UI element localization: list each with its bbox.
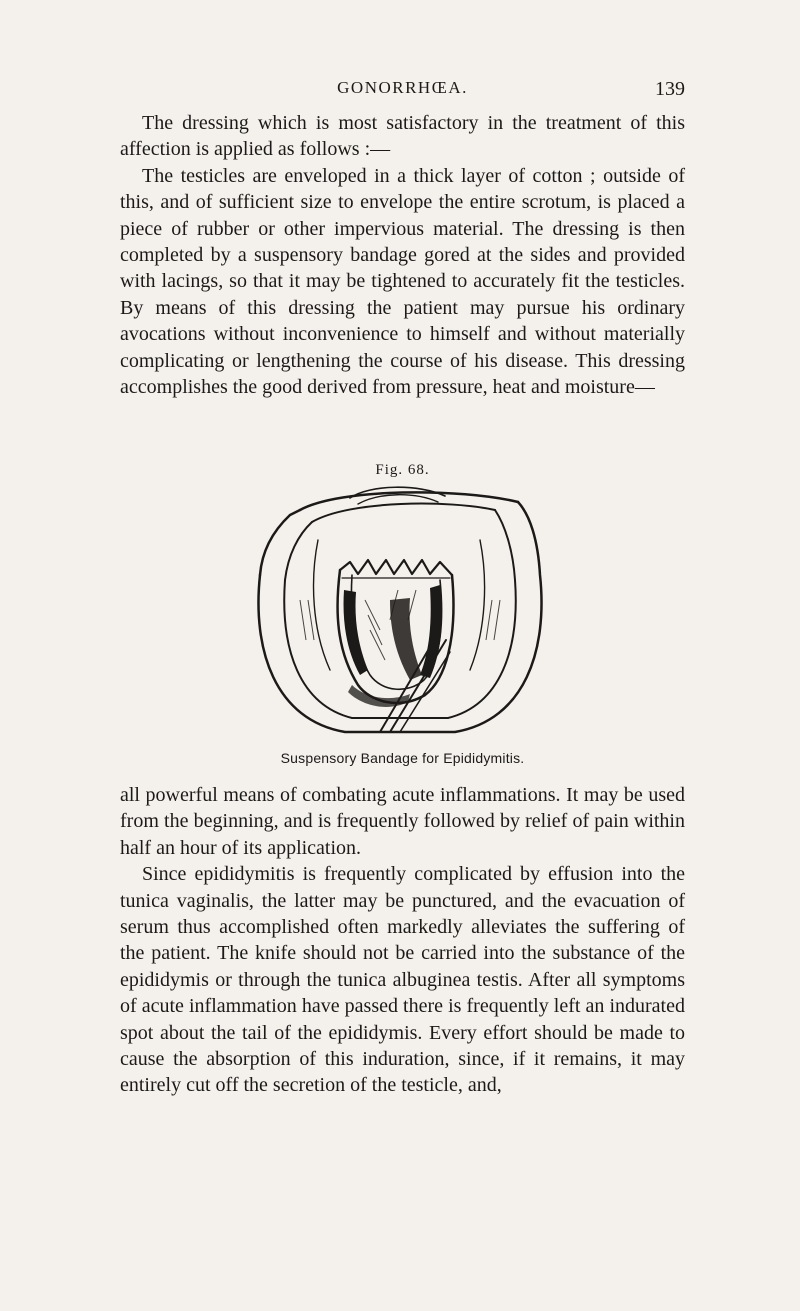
page-number: 139 xyxy=(655,78,685,100)
bandage-inner-left xyxy=(285,522,312,580)
pouch-shading-right xyxy=(420,585,442,678)
body-text-top xyxy=(120,110,685,400)
paragraph: all powerful means of combating acute inflammations. It may be used from the beginning, and is frequently followed by relief of pain within half an hour of its application. xyxy=(120,784,685,859)
body-text-bottom xyxy=(120,782,685,1099)
running-title: GONORRHŒA. xyxy=(337,78,468,97)
paragraph: Since epididymitis is frequently complicated by effusion into the tunica vaginalis, the latter may be punctured, and the evacuation of serum thus accomplished often markedly alleviates the suffering of the patient. The knife should not be carried into the substance of the epididymis or through the tunica albuginea testis. After all symptoms of acute inflammation have passed there is frequently left an indurated spot about the tail of the epididymis. Every effort should be made to cause the absorption of this induration, since, if it remains, it may entirely cut off the secretion of the testicle, and, xyxy=(120,863,685,1097)
figure-caption: Suspensory Bandage for Epididymitis. xyxy=(280,750,525,766)
bandage-outer-left-strap xyxy=(260,510,300,575)
pouch-shading-center xyxy=(390,598,422,680)
lacing xyxy=(340,560,452,575)
running-head xyxy=(120,78,685,102)
suspensory-bandage-figure xyxy=(240,480,560,745)
paragraph: The dressing which is most satisfactory in the treatment of this affection is applied as follows :— xyxy=(120,112,685,161)
figure-label: Fig. 68. xyxy=(375,462,430,478)
paragraph: The testicles are enveloped in a thick layer of cotton ; outside of this, and of sufficient size to envelope the entire scrotum, is placed a piece of rubber or other impervious material. The dressing is then completed by a suspensory bandage gored at the sides and provided with lacings, so that it may be tightened to accurately fit the testicles. By means of this dressing the patient may pursue his ordinary avocations without inconvenience to himself and without materially complicating or lengthening the course of his disease. This dressing accomplishes the good derived from pressure, heat and moisture— xyxy=(120,164,685,399)
